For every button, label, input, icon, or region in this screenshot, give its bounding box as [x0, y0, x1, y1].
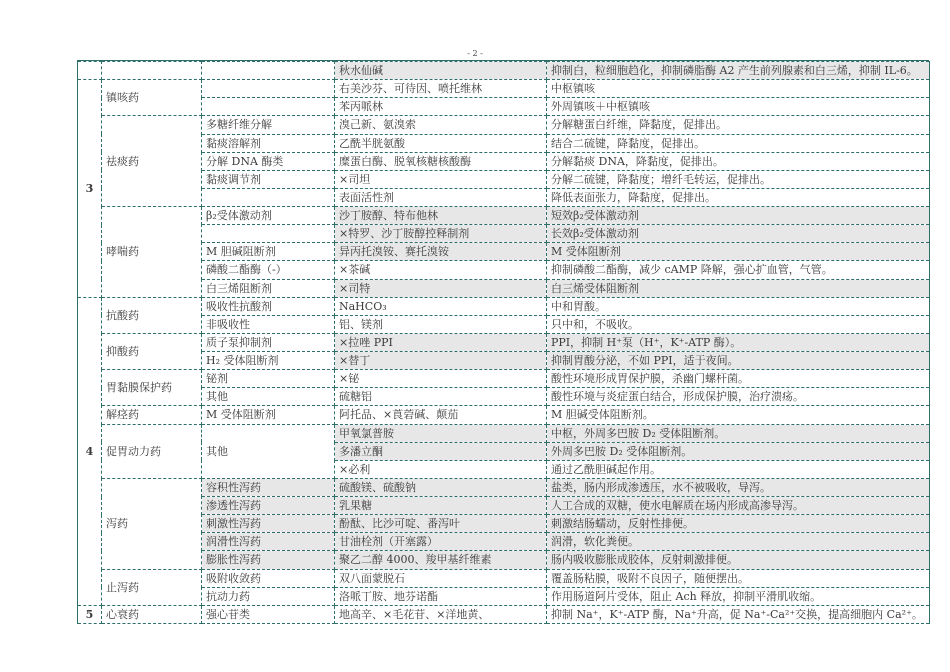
drug-subclass: 润滑性泻药 [202, 533, 335, 551]
table-row [78, 80, 930, 98]
table-row [78, 116, 930, 134]
drug-names: 甘油栓剂（开塞露） [335, 533, 547, 551]
drug-names: 聚乙二醇 4000、羧甲基纤维素 [335, 551, 547, 569]
drug-subclass: 非吸收性 [202, 315, 335, 333]
table-row [78, 188, 930, 206]
drug-names: 地高辛、×毛花苷、×洋地黄、 [335, 605, 547, 623]
drug-names: 硫酸镁、硫酸钠 [335, 478, 547, 496]
mechanism: 刺激结肠蠕动，反射性排便。 [547, 515, 930, 533]
mechanism: 抑制胃酸分泌，不如 PPI，适于夜间。 [547, 352, 930, 370]
page-number: - 2 - [467, 49, 483, 58]
drug-subclass [202, 80, 335, 98]
mechanism: 外周镇咳＋中枢镇咳 [547, 98, 930, 116]
drug-subclass: M 胆碱阻断剂 [202, 243, 335, 261]
drug-names: 右美沙芬、可待因、喷托维林 [335, 80, 547, 98]
mechanism: 短效β₂受体激动剂 [547, 207, 930, 225]
drug-names: 溴己新、氨溴索 [335, 116, 547, 134]
drug-category: 解痉药 [102, 406, 202, 424]
drug-names: 乳果糖 [335, 497, 547, 515]
table-row [78, 352, 930, 370]
drug-subclass: 吸收性抗酸剂 [202, 297, 335, 315]
mechanism: 只中和，不吸收。 [547, 315, 930, 333]
mechanism: 结合二硫键，降黏度，促排出。 [547, 134, 930, 152]
table-row [78, 243, 930, 261]
mechanism: 抑制白，粒细胞趋化，抑制磷脂酶 A2 产生前列腺素和白三烯，抑制 IL-6。 [547, 62, 930, 80]
table-row [78, 98, 930, 116]
mechanism: 长效β₂受体激动剂 [547, 225, 930, 243]
drug-category [102, 62, 202, 80]
drug-subclass [202, 98, 335, 116]
drug-names: 沙丁胺醇、特布他林 [335, 207, 547, 225]
drug-subclass [202, 62, 335, 80]
drug-subclass: 吸附收敛药 [202, 569, 335, 587]
drug-names: ×拉唑 PPI [335, 333, 547, 351]
drug-names: 多潘立酮 [335, 442, 547, 460]
mechanism: 白三烯受体阻断剂 [547, 279, 930, 297]
mechanism: M 受体阻断剂 [547, 243, 930, 261]
drug-names: ×特罗、沙丁胺醇控释制剂 [335, 225, 547, 243]
drug-names: 阿托品、×莨菪碱、颠茄 [335, 406, 547, 424]
mechanism: 降低表面张力，降黏度，促排出。 [547, 188, 930, 206]
drug-names: 硫糖铝 [335, 388, 547, 406]
mechanism: 人工合成的双糖，使水电解质在场内形成高渗导泻。 [547, 497, 930, 515]
drug-category: 泻药 [102, 478, 202, 569]
drug-category: 镇咳药 [102, 80, 202, 116]
mechanism: 抑制磷酸二酯酶，减少 cAMP 降解，强心扩血管，气管。 [547, 261, 930, 279]
mechanism: 通过乙酰胆碱起作用。 [547, 460, 930, 478]
mechanism: PPI，抑制 H⁺泵（H⁺，K⁺-ATP 酶）。 [547, 333, 930, 351]
drug-table [77, 61, 930, 624]
mechanism: 酸性环境形成胃保护膜，杀幽门螺杆菌。 [547, 370, 930, 388]
drug-category: 抗酸药 [102, 297, 202, 333]
drug-names: 甲氧氯普胺 [335, 424, 547, 442]
table-row [78, 170, 930, 188]
mechanism: 分解二硫键，降黏度；增纤毛转运，促排出。 [547, 170, 930, 188]
drug-subclass [202, 188, 335, 206]
drug-names: 表面活性剂 [335, 188, 547, 206]
section-number: 3 [78, 80, 102, 298]
drug-names: ×司坦 [335, 170, 547, 188]
drug-subclass: β₂受体激动剂 [202, 207, 335, 225]
drug-names: ×铋 [335, 370, 547, 388]
drug-subclass: 其他 [202, 424, 335, 478]
table-row [78, 297, 930, 315]
mechanism: 作用肠道阿片受体，阻止 Ach 释放，抑制平滑肌收缩。 [547, 587, 930, 605]
table-row [78, 261, 930, 279]
drug-subclass: 质子泵抑制剂 [202, 333, 335, 351]
table-row [78, 315, 930, 333]
drug-names: 异丙托溴铵、赛托溴铵 [335, 243, 547, 261]
drug-names: 铝、镁剂 [335, 315, 547, 333]
drug-subclass: 刺激性泻药 [202, 515, 335, 533]
table-row [78, 134, 930, 152]
table-row [78, 551, 930, 569]
mechanism: M 胆碱受体阻断剂。 [547, 406, 930, 424]
drug-names: 双八面蒙脱石 [335, 569, 547, 587]
drug-subclass: 多糖纤维分解 [202, 116, 335, 134]
table-row [78, 225, 930, 243]
mechanism: 中和胃酸。 [547, 297, 930, 315]
table-row [78, 533, 930, 551]
mechanism: 中枢，外周多巴胺 D₂ 受体阻断剂。 [547, 424, 930, 442]
table-row [78, 62, 930, 80]
section-number: 4 [78, 297, 102, 605]
drug-subclass: 抗动力药 [202, 587, 335, 605]
mechanism: 外周多巴胺 D₂ 受体阻断剂。 [547, 442, 930, 460]
drug-category: 止泻药 [102, 569, 202, 605]
drug-subclass: 黏痰调节剂 [202, 170, 335, 188]
table-row [78, 569, 930, 587]
drug-category: 心衰药 [102, 605, 202, 623]
drug-category: 促胃动力药 [102, 424, 202, 478]
drug-names: 酚酞、比沙可啶、番泻叶 [335, 515, 547, 533]
drug-names: 乙酰半胱氨酸 [335, 134, 547, 152]
drug-subclass: 容积性泻药 [202, 478, 335, 496]
drug-category: 祛痰药 [102, 116, 202, 207]
table-row [78, 515, 930, 533]
drug-subclass: 铋剂 [202, 370, 335, 388]
section-number: 5 [78, 605, 102, 623]
drug-subclass: 黏痰溶解剂 [202, 134, 335, 152]
drug-subclass: 白三烯阻断剂 [202, 279, 335, 297]
drug-names: ×必利 [335, 460, 547, 478]
drug-subclass: 膨胀性泻药 [202, 551, 335, 569]
drug-names: 苯丙哌林 [335, 98, 547, 116]
drug-names: ×茶碱 [335, 261, 547, 279]
drug-category: 胃黏膜保护药 [102, 370, 202, 406]
drug-names: NaHCO₃ [335, 297, 547, 315]
drug-names: ×替丁 [335, 352, 547, 370]
drug-category: 哮喘药 [102, 207, 202, 298]
table-row [78, 478, 930, 496]
drug-subclass [202, 225, 335, 243]
table-row [78, 406, 930, 424]
drug-names: ×司特 [335, 279, 547, 297]
mechanism: 盐类，肠内形成渗透压，水不被吸收，导泻。 [547, 478, 930, 496]
table-row [78, 152, 930, 170]
drug-subclass: 渗透性泻药 [202, 497, 335, 515]
table-row [78, 333, 930, 351]
mechanism: 酸性环境与炎症蛋白结合，形成保护膜，治疗溃疡。 [547, 388, 930, 406]
mechanism: 覆盖肠粘膜，吸附不良因子，随便摆出。 [547, 569, 930, 587]
table-row [78, 605, 930, 623]
table-row [78, 207, 930, 225]
drug-subclass: 分解 DNA 酶类 [202, 152, 335, 170]
mechanism: 中枢镇咳 [547, 80, 930, 98]
mechanism: 润滑，软化粪便。 [547, 533, 930, 551]
mechanism: 分解黏痰 DNA，降黏度，促排出。 [547, 152, 930, 170]
drug-names: 洛哌丁胺、地芬诺酯 [335, 587, 547, 605]
drug-names: 秋水仙碱 [335, 62, 547, 80]
drug-subclass: 强心苷类 [202, 605, 335, 623]
table-row [78, 424, 930, 442]
mechanism: 分解糖蛋白纤维，降黏度，促排出。 [547, 116, 930, 134]
mechanism: 肠内吸收膨胀成胶体，反射刺激排便。 [547, 551, 930, 569]
table-row [78, 497, 930, 515]
drug-category: 抑酸药 [102, 333, 202, 369]
table-row [78, 279, 930, 297]
table-row [78, 388, 930, 406]
table-row [78, 370, 930, 388]
table-row [78, 587, 930, 605]
drug-subclass: H₂ 受体阻断剂 [202, 352, 335, 370]
drug-subclass: M 受体阻断剂 [202, 406, 335, 424]
drug-subclass: 其他 [202, 388, 335, 406]
drug-names: 糜蛋白酶、脱氧核糖核酸酶 [335, 152, 547, 170]
drug-subclass: 磷酸二酯酶（-） [202, 261, 335, 279]
section-number [78, 62, 102, 80]
mechanism: 抑制 Na⁺，K⁺-ATP 酶，Na⁺升高，促 Na⁺-Ca²⁺交换，提高细胞内 Ca²⁺。 [547, 605, 930, 623]
